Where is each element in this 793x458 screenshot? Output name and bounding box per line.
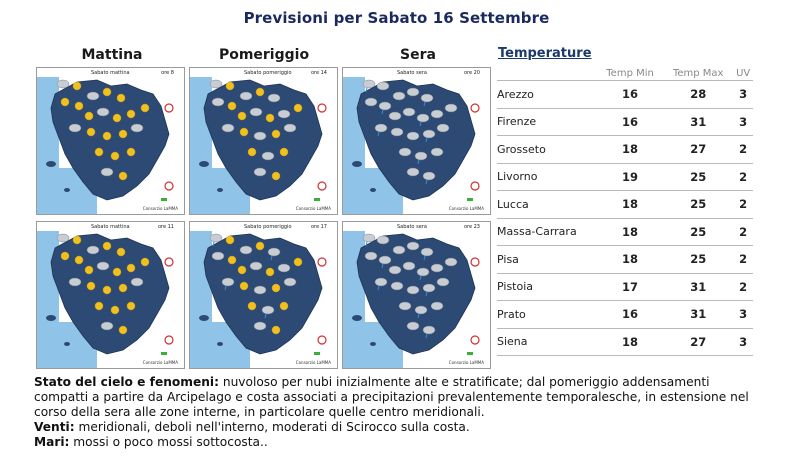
temp-min-cell: 16 <box>597 108 663 136</box>
cloud-icon <box>417 268 429 276</box>
cloud-icon <box>423 326 435 334</box>
map-hour: ore 23 <box>463 224 480 230</box>
sun-icon <box>272 130 280 138</box>
sun-icon <box>61 98 69 106</box>
tuscany-map-graphic <box>37 68 184 214</box>
cloud-icon <box>391 128 403 136</box>
sun-icon <box>248 148 256 156</box>
forecast-map[interactable] <box>342 67 491 215</box>
sun-icon <box>127 110 135 118</box>
cloud-icon <box>254 322 266 330</box>
tuscany-map-graphic <box>343 68 490 214</box>
map-credit: Consorzio LaMMA <box>448 360 484 365</box>
forecast-map[interactable] <box>189 221 338 369</box>
cloud-icon <box>437 124 449 132</box>
cloud-icon <box>240 92 252 100</box>
cloud-icon <box>240 246 252 254</box>
header-city <box>497 67 597 81</box>
map-credit: Consorzio LaMMA <box>295 360 331 365</box>
wind-paragraph <box>34 420 754 435</box>
temperature-row <box>497 191 753 219</box>
cloud-icon <box>222 124 234 132</box>
city-cell: Grosseto <box>497 136 597 164</box>
sea-label: Mari: <box>34 435 70 449</box>
sun-icon <box>73 236 81 244</box>
temperature-header-row <box>497 67 753 81</box>
cloud-icon <box>250 108 262 116</box>
sun-icon <box>117 94 125 102</box>
sun-icon <box>117 248 125 256</box>
cloud-icon <box>407 88 419 96</box>
sun-icon <box>127 264 135 272</box>
sun-icon <box>248 302 256 310</box>
temperature-row <box>497 218 753 246</box>
forecast-map[interactable] <box>36 67 185 215</box>
wind-marker-icon <box>471 336 479 344</box>
temp-min-cell: 18 <box>597 136 663 164</box>
sun-icon <box>95 302 103 310</box>
temp-max-cell: 31 <box>663 301 733 329</box>
wind-marker-icon <box>165 258 173 266</box>
cloud-icon <box>393 92 405 100</box>
sun-icon <box>272 284 280 292</box>
cloud-icon <box>284 278 296 286</box>
temperature-table <box>497 67 753 356</box>
wind-marker-icon <box>165 336 173 344</box>
island <box>46 315 56 321</box>
temperature-row <box>497 163 753 191</box>
uv-index-cell: 2 <box>733 191 753 219</box>
cloud-icon <box>278 264 290 272</box>
temperature-heading: Temperature <box>498 46 592 61</box>
temp-max-cell: 25 <box>663 163 733 191</box>
cloud-icon <box>415 152 427 160</box>
cloud-icon <box>101 322 113 330</box>
sun-icon <box>127 302 135 310</box>
cloud-icon <box>407 322 419 330</box>
uv-index-cell: 2 <box>733 136 753 164</box>
forecast-map[interactable] <box>36 221 185 369</box>
cloud-icon <box>268 248 280 256</box>
temp-min-cell: 17 <box>597 273 663 301</box>
column-heading-mattina: Mattina <box>81 47 143 63</box>
temp-max-cell: 31 <box>663 273 733 301</box>
forecast-map[interactable] <box>342 221 491 369</box>
map-hour: ore 14 <box>310 70 327 76</box>
wind-marker-icon <box>471 258 479 266</box>
sun-icon <box>266 268 274 276</box>
sky-text: nuvoloso per nubi inizialmente alte e stratificate; dal pomeriggio addensamenti compatti a partire da Arcipelago e costa associati a precipitazioni prevalentemente temporalesche, in estensione nel corso della sera alle zone interne, in particolare quelle centro meridionali. <box>34 375 749 419</box>
sun-icon <box>226 82 234 90</box>
cloud-icon <box>423 172 435 180</box>
sun-icon <box>280 302 288 310</box>
sun-icon <box>272 172 280 180</box>
temp-min-cell: 18 <box>597 191 663 219</box>
cloud-icon <box>262 306 274 314</box>
uv-index-cell: 2 <box>733 246 753 274</box>
sun-icon <box>266 114 274 122</box>
cloud-icon <box>131 278 143 286</box>
cloud-icon <box>421 94 433 102</box>
cloud-icon <box>431 110 443 118</box>
sun-icon <box>111 306 119 314</box>
city-cell: Arezzo <box>497 81 597 109</box>
cloud-icon <box>421 248 433 256</box>
cloud-icon <box>423 130 435 138</box>
cloud-icon <box>210 80 222 88</box>
wind-marker-icon <box>318 258 326 266</box>
wind-marker-icon <box>165 104 173 112</box>
map-label: Sabato sera <box>397 70 427 76</box>
sun-icon <box>272 326 280 334</box>
sea-text: mossi o poco mossi sottocosta.. <box>69 435 268 449</box>
sun-icon <box>280 148 288 156</box>
wind-marker-icon <box>165 182 173 190</box>
sun-icon <box>240 282 248 290</box>
sun-icon <box>141 104 149 112</box>
wind-text: meridionali, deboli nell'interno, moderati di Scirocco sulla costa. <box>74 420 470 434</box>
forecast-description <box>34 375 754 450</box>
cloud-icon <box>87 92 99 100</box>
temperature-trend-icon <box>161 198 167 201</box>
temperature-trend-icon <box>314 198 320 201</box>
tuscany-map-graphic <box>37 222 184 368</box>
map-credit: Consorzio LaMMA <box>142 360 178 365</box>
cloud-icon <box>389 266 401 274</box>
forecast-map[interactable] <box>189 67 338 215</box>
sun-icon <box>127 148 135 156</box>
uv-index-cell: 2 <box>733 218 753 246</box>
island <box>370 188 376 192</box>
temperature-row <box>497 81 753 109</box>
cloud-icon <box>399 148 411 156</box>
cloud-icon <box>407 286 419 294</box>
cloud-icon <box>415 306 427 314</box>
sun-icon <box>119 172 127 180</box>
temp-max-cell: 27 <box>663 136 733 164</box>
cloud-icon <box>389 112 401 120</box>
cloud-icon <box>210 234 222 242</box>
sun-icon <box>119 284 127 292</box>
sun-icon <box>141 258 149 266</box>
cloud-icon <box>363 80 375 88</box>
cloud-icon <box>431 148 443 156</box>
cloud-icon <box>407 132 419 140</box>
island <box>199 161 209 167</box>
column-heading-pomeriggio: Pomeriggio <box>218 47 310 63</box>
sun-icon <box>294 104 302 112</box>
page-title: Previsioni per Sabato 16 Settembre <box>243 9 550 27</box>
cloud-icon <box>69 278 81 286</box>
city-cell: Livorno <box>497 163 597 191</box>
map-hour: ore 11 <box>157 224 174 230</box>
cloud-icon <box>403 108 415 116</box>
map-hour: ore 8 <box>161 70 174 76</box>
island <box>64 188 70 192</box>
cloud-icon <box>254 168 266 176</box>
temperature-trend-icon <box>161 352 167 355</box>
temperature-row <box>497 328 753 356</box>
cloud-icon <box>417 114 429 122</box>
map-label: Sabato mattina <box>91 70 130 76</box>
cloud-icon <box>57 234 69 242</box>
tuscany-map-graphic <box>343 222 490 368</box>
temperature-trend-icon <box>314 352 320 355</box>
temperature-row <box>497 273 753 301</box>
temp-min-cell: 18 <box>597 246 663 274</box>
cloud-icon <box>431 264 443 272</box>
cloud-icon <box>69 124 81 132</box>
map-label: Sabato mattina <box>91 224 130 230</box>
uv-index-cell: 3 <box>733 328 753 356</box>
sky-paragraph <box>34 375 754 420</box>
cloud-icon <box>87 246 99 254</box>
cloud-icon <box>437 278 449 286</box>
sun-icon <box>228 256 236 264</box>
sun-icon <box>256 88 264 96</box>
island <box>352 315 362 321</box>
sky-label: Stato del cielo e fenomeni: <box>34 375 219 389</box>
cloud-icon <box>97 108 109 116</box>
temperature-row <box>497 301 753 329</box>
map-credit: Consorzio LaMMA <box>448 206 484 211</box>
city-cell: Pistoia <box>497 273 597 301</box>
cloud-icon <box>445 258 457 266</box>
sun-icon <box>119 326 127 334</box>
sea-paragraph <box>34 435 754 450</box>
sun-icon <box>113 268 121 276</box>
sun-icon <box>256 242 264 250</box>
cloud-icon <box>101 168 113 176</box>
wind-marker-icon <box>471 104 479 112</box>
cloud-icon <box>254 132 266 140</box>
sun-icon <box>103 132 111 140</box>
city-cell: Siena <box>497 328 597 356</box>
temp-max-cell: 25 <box>663 191 733 219</box>
cloud-icon <box>254 286 266 294</box>
header-temp-max: Temp Max <box>672 68 724 79</box>
sun-icon <box>111 152 119 160</box>
sun-icon <box>95 148 103 156</box>
cloud-icon <box>393 246 405 254</box>
sun-icon <box>87 128 95 136</box>
city-cell: Prato <box>497 301 597 329</box>
sun-icon <box>75 102 83 110</box>
cloud-icon <box>250 262 262 270</box>
map-label: Sabato pomeriggio <box>244 224 292 230</box>
sun-icon <box>103 286 111 294</box>
cloud-icon <box>399 302 411 310</box>
temp-min-cell: 19 <box>597 163 663 191</box>
cloud-icon <box>423 284 435 292</box>
wind-marker-icon <box>318 104 326 112</box>
cloud-icon <box>445 104 457 112</box>
island <box>199 315 209 321</box>
map-credit: Consorzio LaMMA <box>142 206 178 211</box>
cloud-icon <box>365 252 377 260</box>
map-label: Sabato sera <box>397 224 427 230</box>
cloud-icon <box>363 234 375 242</box>
uv-index-cell: 2 <box>733 273 753 301</box>
cloud-icon <box>391 282 403 290</box>
tuscany-map-graphic <box>190 68 337 214</box>
temp-max-cell: 28 <box>663 81 733 109</box>
cloud-icon <box>375 124 387 132</box>
cloud-icon <box>407 242 419 250</box>
cloud-icon <box>377 236 389 244</box>
city-cell: Firenze <box>497 108 597 136</box>
cloud-icon <box>365 98 377 106</box>
sun-icon <box>113 114 121 122</box>
sun-icon <box>294 258 302 266</box>
sun-icon <box>240 128 248 136</box>
sun-icon <box>73 82 81 90</box>
cloud-icon <box>375 278 387 286</box>
temp-max-cell: 27 <box>663 328 733 356</box>
city-cell: Pisa <box>497 246 597 274</box>
island <box>217 188 223 192</box>
temperature-row <box>497 246 753 274</box>
sun-icon <box>238 112 246 120</box>
island <box>64 342 70 346</box>
uv-index-cell: 2 <box>733 163 753 191</box>
cloud-icon <box>407 168 419 176</box>
sun-icon <box>228 102 236 110</box>
cloud-icon <box>379 102 391 110</box>
cloud-icon <box>57 80 69 88</box>
temp-max-cell: 25 <box>663 246 733 274</box>
temp-min-cell: 16 <box>597 301 663 329</box>
map-hour: ore 20 <box>463 70 480 76</box>
sun-icon <box>119 130 127 138</box>
temp-min-cell: 18 <box>597 218 663 246</box>
temp-min-cell: 18 <box>597 328 663 356</box>
wind-marker-icon <box>318 336 326 344</box>
temperature-trend-icon <box>467 352 473 355</box>
island <box>370 342 376 346</box>
sun-icon <box>87 282 95 290</box>
cloud-icon <box>268 94 280 102</box>
cloud-icon <box>379 256 391 264</box>
sun-icon <box>61 252 69 260</box>
cloud-icon <box>131 124 143 132</box>
map-credit: Consorzio LaMMA <box>295 206 331 211</box>
uv-index-cell: 3 <box>733 108 753 136</box>
cloud-icon <box>403 262 415 270</box>
map-hour: ore 17 <box>310 224 327 230</box>
cloud-icon <box>212 252 224 260</box>
island <box>217 342 223 346</box>
header-uv: UV <box>736 68 751 79</box>
sun-icon <box>75 256 83 264</box>
wind-marker-icon <box>318 182 326 190</box>
cloud-icon <box>212 98 224 106</box>
uv-index-cell: 3 <box>733 301 753 329</box>
temperature-row <box>497 108 753 136</box>
tuscany-map-graphic <box>190 222 337 368</box>
temp-max-cell: 31 <box>663 108 733 136</box>
city-cell: Massa-Carrara <box>497 218 597 246</box>
temperature-row <box>497 136 753 164</box>
sun-icon <box>103 88 111 96</box>
sun-icon <box>238 266 246 274</box>
temp-min-cell: 16 <box>597 81 663 109</box>
cloud-icon <box>222 278 234 286</box>
cloud-icon <box>377 82 389 90</box>
header-temp-min: Temp Min <box>606 68 654 79</box>
sun-icon <box>85 266 93 274</box>
wind-label: Venti: <box>34 420 75 434</box>
sun-icon <box>103 242 111 250</box>
cloud-icon <box>431 302 443 310</box>
temperature-trend-icon <box>467 198 473 201</box>
column-heading-sera: Sera <box>400 47 436 63</box>
sun-icon <box>226 236 234 244</box>
island <box>352 161 362 167</box>
cloud-icon <box>284 124 296 132</box>
uv-index-cell: 3 <box>733 81 753 109</box>
wind-marker-icon <box>471 182 479 190</box>
cloud-icon <box>262 152 274 160</box>
city-cell: Lucca <box>497 191 597 219</box>
island <box>46 161 56 167</box>
map-label: Sabato pomeriggio <box>244 70 292 76</box>
temp-max-cell: 25 <box>663 218 733 246</box>
cloud-icon <box>97 262 109 270</box>
sun-icon <box>85 112 93 120</box>
cloud-icon <box>278 110 290 118</box>
